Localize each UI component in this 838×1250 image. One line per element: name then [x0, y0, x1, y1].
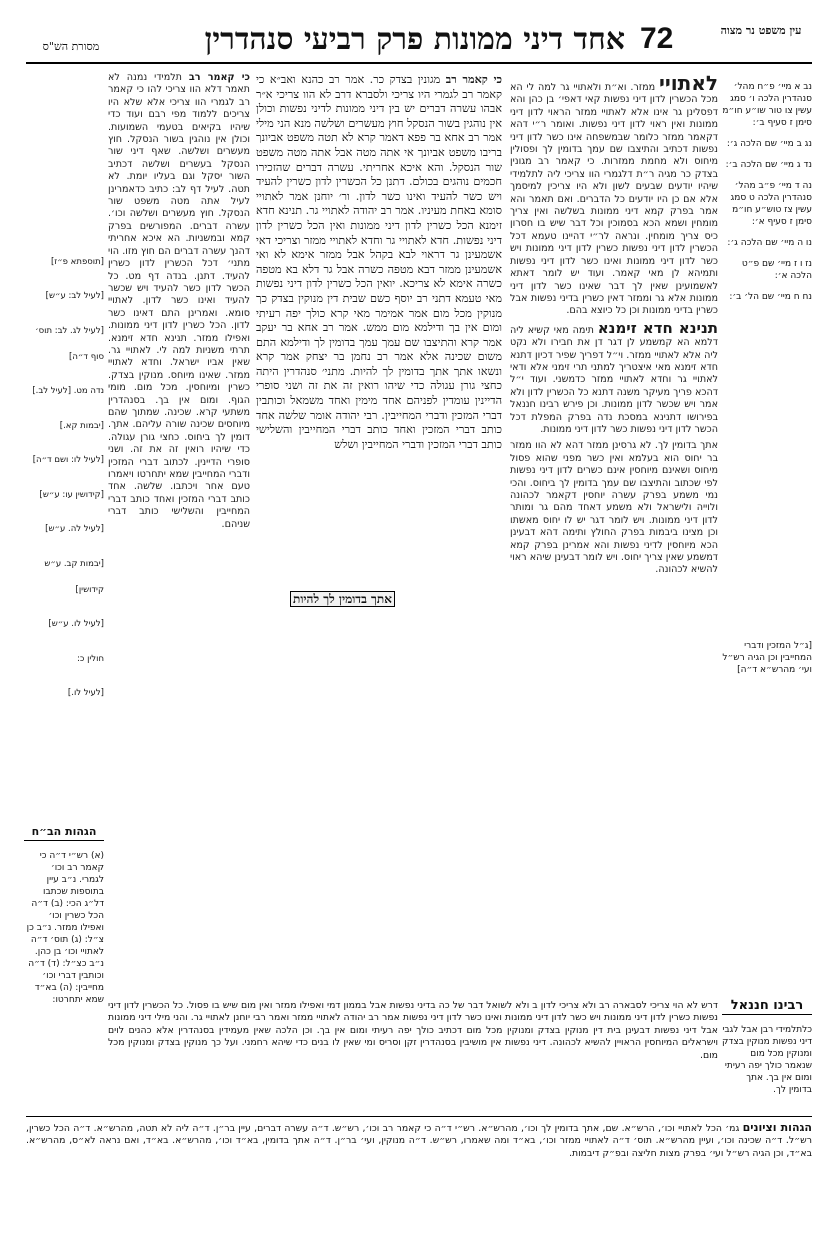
ein-mishpat-entry: נז ו ז מיי׳ שם פ״ט הלכה א׳: — [741, 259, 812, 281]
ein-mishpat-entry: נב א מיי׳ פ״ח מהל׳ סנהדרין הלכה ו׳ סמג עשין צו טור שו״ע חו״מ סימן ז סעיף ב׳: — [722, 82, 812, 128]
side-references — [24, 240, 104, 820]
ein-mishpat-entry: נו ה מיי׳ שם הלכה ג׳: — [727, 238, 812, 248]
side-ref: [קידושין עו: ע״ש] — [39, 489, 104, 500]
rabbeinu-chananel-text: כלתלמידי רבן אבל לגבי דיני נפשות מנוקין בצדק ומנוקין מכל מום שנאמר כולך יפה רעיתי ומום אין בך. אתך בדומין לך. — [722, 1025, 812, 1095]
page-number: 72 — [640, 22, 674, 55]
side-ref: [לעיל לו: ושם ד״ה] — [32, 455, 104, 465]
gemara-boxed-phrase-wrap — [290, 592, 395, 607]
rabbeinu-chananel-title: רבינו חננאל — [730, 998, 804, 1013]
hagahot-habach-text: (א) רש״י ד״ה כי קאמר רב וכו׳ לגמרי. נ״ב עיין בתוספות שכתבו דל״ג הכי: (ב) ד״ה הכל כשרין וכו׳ ואפילו ממזר. נ״ב כן צ״ל: (ג) תוס׳ ד״ה לאתויי וכו׳ בן כהן. נ״ב כצ״ל: (ד) ד״ה וכותבין דברי וכו׳ מחייבין: (ה) בא״ד שמא יתחרטו: — [26, 851, 104, 1005]
masoret-hashas-label: מסורת הש"ס — [42, 40, 100, 53]
side-ref: [לעיל לב: ע״ש] — [45, 291, 104, 301]
tosafot-opening-word: לאתויי — [659, 71, 718, 95]
side-ref: חולין כ: — [77, 653, 104, 664]
tosafot-column — [510, 72, 718, 1112]
gemara-opening: כי קאמר רב — [445, 72, 502, 86]
tosafot-text: ממזר. וא״ת ולאתויי גר למה לי הא מכל הכשרין לדון דיני נפשות קאי דאפי׳ בן כהן והא דפסלינן גר אינו אלא לאתויי ממזר הראוי לדון דיני ממונות ואין ראוי לדון דיני נפשות. ואומר ר״י דהא דקאמר ממזר כלומר שבמשפחה אינו כשר לדון דיני נפשות דכתיב והתיצבו שם עמך בדומין לך ופסולין מיחוס ולא מחמת ממזרות. כי קאמר רב מגונין בצדק כר מגיה ר״ת דלגמרי הוו צריכי ליה לתלמידי שיהיו יודעים שבעים לשון ולא היו צריכין למיסמך אלא אם כן היו יודעים כל הדברים. ואם תאמר והא אמר בפרק קמא דיני ממונות בשלשה ואין צריך מומחין ושמא הכא בסמוכין וכל דבר שיש בו חסרון כיס צריך מומחין. ונראה לר״י דהיינו טעמא דכל הכשרין לדון דיני נפשות כשרין לדון דיני ממונות ויש כשר לדון דיני ממונות ואינו כשר לדון דיני נפשות ותמיהא לן מאי קאמר. ועוד יש לומר דאתא לאשמועינן שאין לך דבר שאינו כשר לדון דיני ממונות אלא גר וממזר דאין כשרין בדיני נפשות אבל כשרין בדיני ממונות וכן כל כיוצא בהם. — [510, 82, 718, 317]
gemara-boxed-phrase: אתך בדומין לך להיות — [290, 591, 395, 607]
side-ref: [לעיל לג. לב: תוס׳ סוף ד״ה] — [35, 325, 104, 362]
rabbeinu-chananel-block — [722, 1000, 812, 1106]
footer-rule — [26, 1116, 812, 1117]
side-ref: נדה מט. [לעיל לב.] — [32, 386, 104, 396]
page-title: אחד דיני ממונות פרק רביעי סנהדרין — [204, 22, 625, 57]
tosafot-heading: תנינא חדא זימנא — [597, 318, 718, 337]
rashi-column — [108, 72, 250, 992]
side-ref: [לעיל לה. ע״ש] — [45, 524, 104, 534]
hagahot-vetziyunim — [26, 1122, 812, 1222]
hagahot-vetziyunim-title: הגהות וציונים — [742, 1121, 812, 1134]
gemara-text: מגונין בצדק כר. אמר רב כהנא ואב״א כי קאמר רב לגמרי היו צריכי ולסברא דרב לא הוו צריכי א״ר אבהו עשרה דברים יש בין דיני ממונות לדיני נפשות וכולן אין נוהגין בשור הנסקל חוץ מעשרים ושלשה מנא הני מילי אמר רב אחא בר פפא דאמר קרא לא תטה משפט אביונך בריבו משפט אביונך אי אתה מטה אבל אתה מטה משפט שור הנסקל. והא איכא אחריתי. עשרה דברים שהזכירו חכמים נוהגים בכולם. דתנן כל הכשרין לדון כשרין להעיד ויש כשר להעיד ואינו כשר לדון. ור׳ יוחנן אמר לאתויי סומא באחת מעיניו. אמר רב יהודה לאתויי גר. תנינא חדא זימנא הכל כשרין לדון דיני ממונות ואין הכל כשרין לדון דיני נפשות. חדא לאתויי גר וחדא לאתויי ממזר וצריכי דאי אשמעינן גר דראוי לבא בקהל אבל ממזר אימא לא ואי אשמעינן ממזר דבא מטפה כשרה אבל גר דלא בא מטפה כשרה אימא לא צריכא. יואין הכל כשרין לדון דיני נפשות מאי טעמא דתני רב יוסף כשם שבית דין מנוקין בצדק כך מנוקין מכל מום אמר אמימר מאי קרא כולך יפה רעיתי ומום אין בך ודילמא מום ממש. אמר רב אחא בר יעקב אמר קרא והתיצבו שם עמך עמך בדומין לך ודילמא התם משום שכינה אלא אמר רב נחמן בר יצחק אמר קרא ונשאו אתך אתך בדומין לך להיות. מתני׳ סנהדרין היתה כחצי גורן עגולה כדי שיהו רואין זה את זה ושני סופרי הדיינין עומדין לפניהם אחד מימין ואחד משמאל וכותבין דברי המזכין ודברי המחייבין. רבי יהודה אומר שלשה אחד כותב דברי המזכין ואחד כותב דברי המחייבין והשלישי כותב דברי המזכין ודברי המחייבין ושלש — [256, 73, 502, 451]
ein-mishpat-entry: נד ג מיי׳ שם הלכה ב׳: — [725, 160, 812, 170]
side-ref: [לעיל לו. ע״ש] — [48, 619, 104, 629]
ein-mishpat-column — [720, 72, 812, 452]
tosafot-text-2: תימה מאי קשיא ליה דלמא הא קמשמע לן דגר דן את חבירו ולא נקט ליה אלא לאתויי ממזר. וי״ל דפריך שפיר דכיון דתנא חדא זימנא מאי איצטריך למתני תרי זימני אלא ודאי לאתויי גר וחדא לאתויי ממזר כדמשני. ועוד י״ל דהכא פריך מעיקר משנה דתנא כל הכשרין לדון ולא אמר ויש שכשר לדון ממונות. וכן פירש רבינו חננאל בפירושו דתנינא במסכת נדה בפרק המפלת דכל הכשר לדון דיני נפשות כשר לדון דיני ממונות. — [510, 324, 718, 435]
ein-mishpat-entry: נה ד מיי׳ פ״ב מהל׳ סנהדרין הלכה ט סמג עשין צז טוש״ע חו״מ סימן ז סעיף א׳: — [730, 181, 812, 227]
rashi-opening: כי קאמר רב — [188, 72, 250, 83]
ein-mishpat-entry: נח ח מיי׳ שם הל׳ ב׳: — [729, 292, 812, 302]
ein-mishpat-entry: נג ב מיי׳ שם הלכה ג׳: — [726, 139, 812, 149]
rashi-text: תלמידי נמנה לא תאמר דלא הוו צריכי להו כי קאמר רב לגמרי הוו צריכי אלא שלא היו צריכים ללמוד מפי רבם ועוד כדי שיהיו בקיאים בטעמי השמועות. וכולן אין נוהגין בשור הנסקל. חוץ מעשרים ושלשה. שאף דיני שור הנסקל בעשרים ושלשה דכתיב השור יסקל וגם בעליו יומת. לא תטה. לעיל דף לב: כתיב כדאמרינן לעיל אתה מטה משפט שור הנסקל. חוץ מעשרים ושלשה וכו׳. עשרה דברים. המפורשים בפרק קמא ובמשניות. הא איכא אחריתי דהנך עשרה דברים הם חוץ מזו. הוי מתני׳ דכל הכשרין לדון כשרין להעיד. דתנן. בנדה דף מט. כל הכשר לדון כשר להעיד ויש שכשר להעיד ואינו כשר לדון. לאתויי סומא. ואמרינן התם דאינו כשר לדון. הכל כשרין לדון דיני ממונות. ואפילו ממזר. תנינא חדא זימנא. תרתי משניות למה לי. לאתויי גר. שאין אביו ישראל. וחדא לאתויי ממזר. שאינו מיוחס. מנוקין בצדק. כשרין ומיוחסין. מכל מום. מומי הגוף. ומום אין בך. בסנהדרין משתעי קרא. שכינה. שמתוך שהם מיוחסים שכינה שורה עליהם. אתך. דומין לך ביחוס. כחצי גורן עגולה. כדי שיהיו רואין זה את זה. ושני סופרי הדיינין. לכתוב דברי המזכין ודברי המחייבין שמא יתחרטו ויאמרו טעם אחר ויכתבו. שלשה. אחד כותב דברי המזכין ואחד כותב דברי המחייבין והשלישי כותב דברי שניהם. — [108, 72, 250, 530]
hagahot-vetziyunim-text: גמ׳ הכל לאתויי וכו׳, הרש״א. שם, אתך בדומין לך וכו׳, מהרש״א. רש״י ד״ה כי קאמר רב וכו׳, רש״ש. ד״ה עשרה דברים, עיין בר״ן. ד״ה ליה לא תטה, מהרש״א. ד״ה הכל כשרין, רש״ל. ד״ה שכינה וכו׳, ועיין מהרש״א. תוס׳ ד״ה לאתויי ממזר וכו׳, בא״ד ומה שאמרו, רש״ש. ד״ה מנוקין, ועי׳ בר״ן. ד״ה אתך בדומין, בא״ד וכו׳, מהרש״א. בא״ד, ואם נראה לא״ס, מהרש״א. בא״ד, וכן הגיה רש״ל ועי׳ בפרק מצות חליצה ובפ״ק דיבמות. — [26, 1123, 812, 1159]
tosafot-text-3: אתך בדומין לך. לא גרסינן ממזר דהא לא הוו ממזר בר יחוס הוא בעלמא ואין כשר מפני שהוא פסול מיחוס ושאינם מיוחסין אינם כשרים לדון דיני נפשות לפי שכתוב והתיצבו שם עמך בדומין לך ביחוס. והכי נמי משמע בפרק עשרה יוחסין דקאמר לכהונה ולוייה ולישראל ולא משמע דאחד מהם גר ומותר לדון דיני ממונות. ויש לומר דגר יש לו יחוס מאשתו וכן מצינו ביבמות בפרק החולץ ותימה דהא דבעינן הכא מיוחסין לדיני נפשות והא אמרינן בפרק קמא דמשמע שאין צריך יחוס. ויש לומר דבעינן שיהא ראוי להשיא לכהונה. — [510, 440, 718, 576]
side-ref: [יבמות קב. ע״ש קידושין] — [44, 558, 104, 595]
ein-mishpat-label: עין משפט נר מצוה — [720, 24, 802, 37]
hagahot-habach-title: הגהות הב״ח — [31, 825, 97, 838]
header-rule — [26, 62, 812, 64]
side-ref: [יבמות קא.] — [59, 420, 104, 431]
hagahot-habach — [24, 825, 104, 1005]
rashi-tosafot-continuation: דרש לא הוי צריכי לסבארה רב ולא צריכי לדון ב ולא לשואל דבר של כה בדיני נפשות אבל בממון דמי ואפילו ממזר ואין מום שיש בו פסול. כל הכשרין לדון דיני נפשות כשרין לדון דיני ממונות ויש כשר לדון דיני ממונות ואינו כשר לדון דיני נפשות אמר רב יהודה לאתויי ממזר ואמר רבי יוחנן לאתויי גר. והני מילי דיני ממונות אבל דיני נפשות דבעינן בית דין מנוקין בצדק ומנוקין מכל מום דכתיב כולך יפה רעיתי ומום אין בך. וכן הלכה שאין מעמידין בסנהדרין אלא כהנים לוים וישראלים המיוחסין הראויין להשיא לכהונה. דיני נפשות אין מושיבין בסנהדרין זקן וסריס ומי שאין לו בנים כדי שיהא רחמני. ועל כך מנוקין בצדק ומנוקין מכל מום. — [108, 1000, 718, 1061]
side-ref: [לעיל לו.] — [67, 688, 104, 698]
side-ref: [תוספתא פ״ז] — [50, 256, 104, 267]
margin-note: [ג״ל המזכין ודברי המחייבין וכן הגיה רש״ל ועי׳ מהרש״א ד״ה] — [722, 641, 812, 675]
